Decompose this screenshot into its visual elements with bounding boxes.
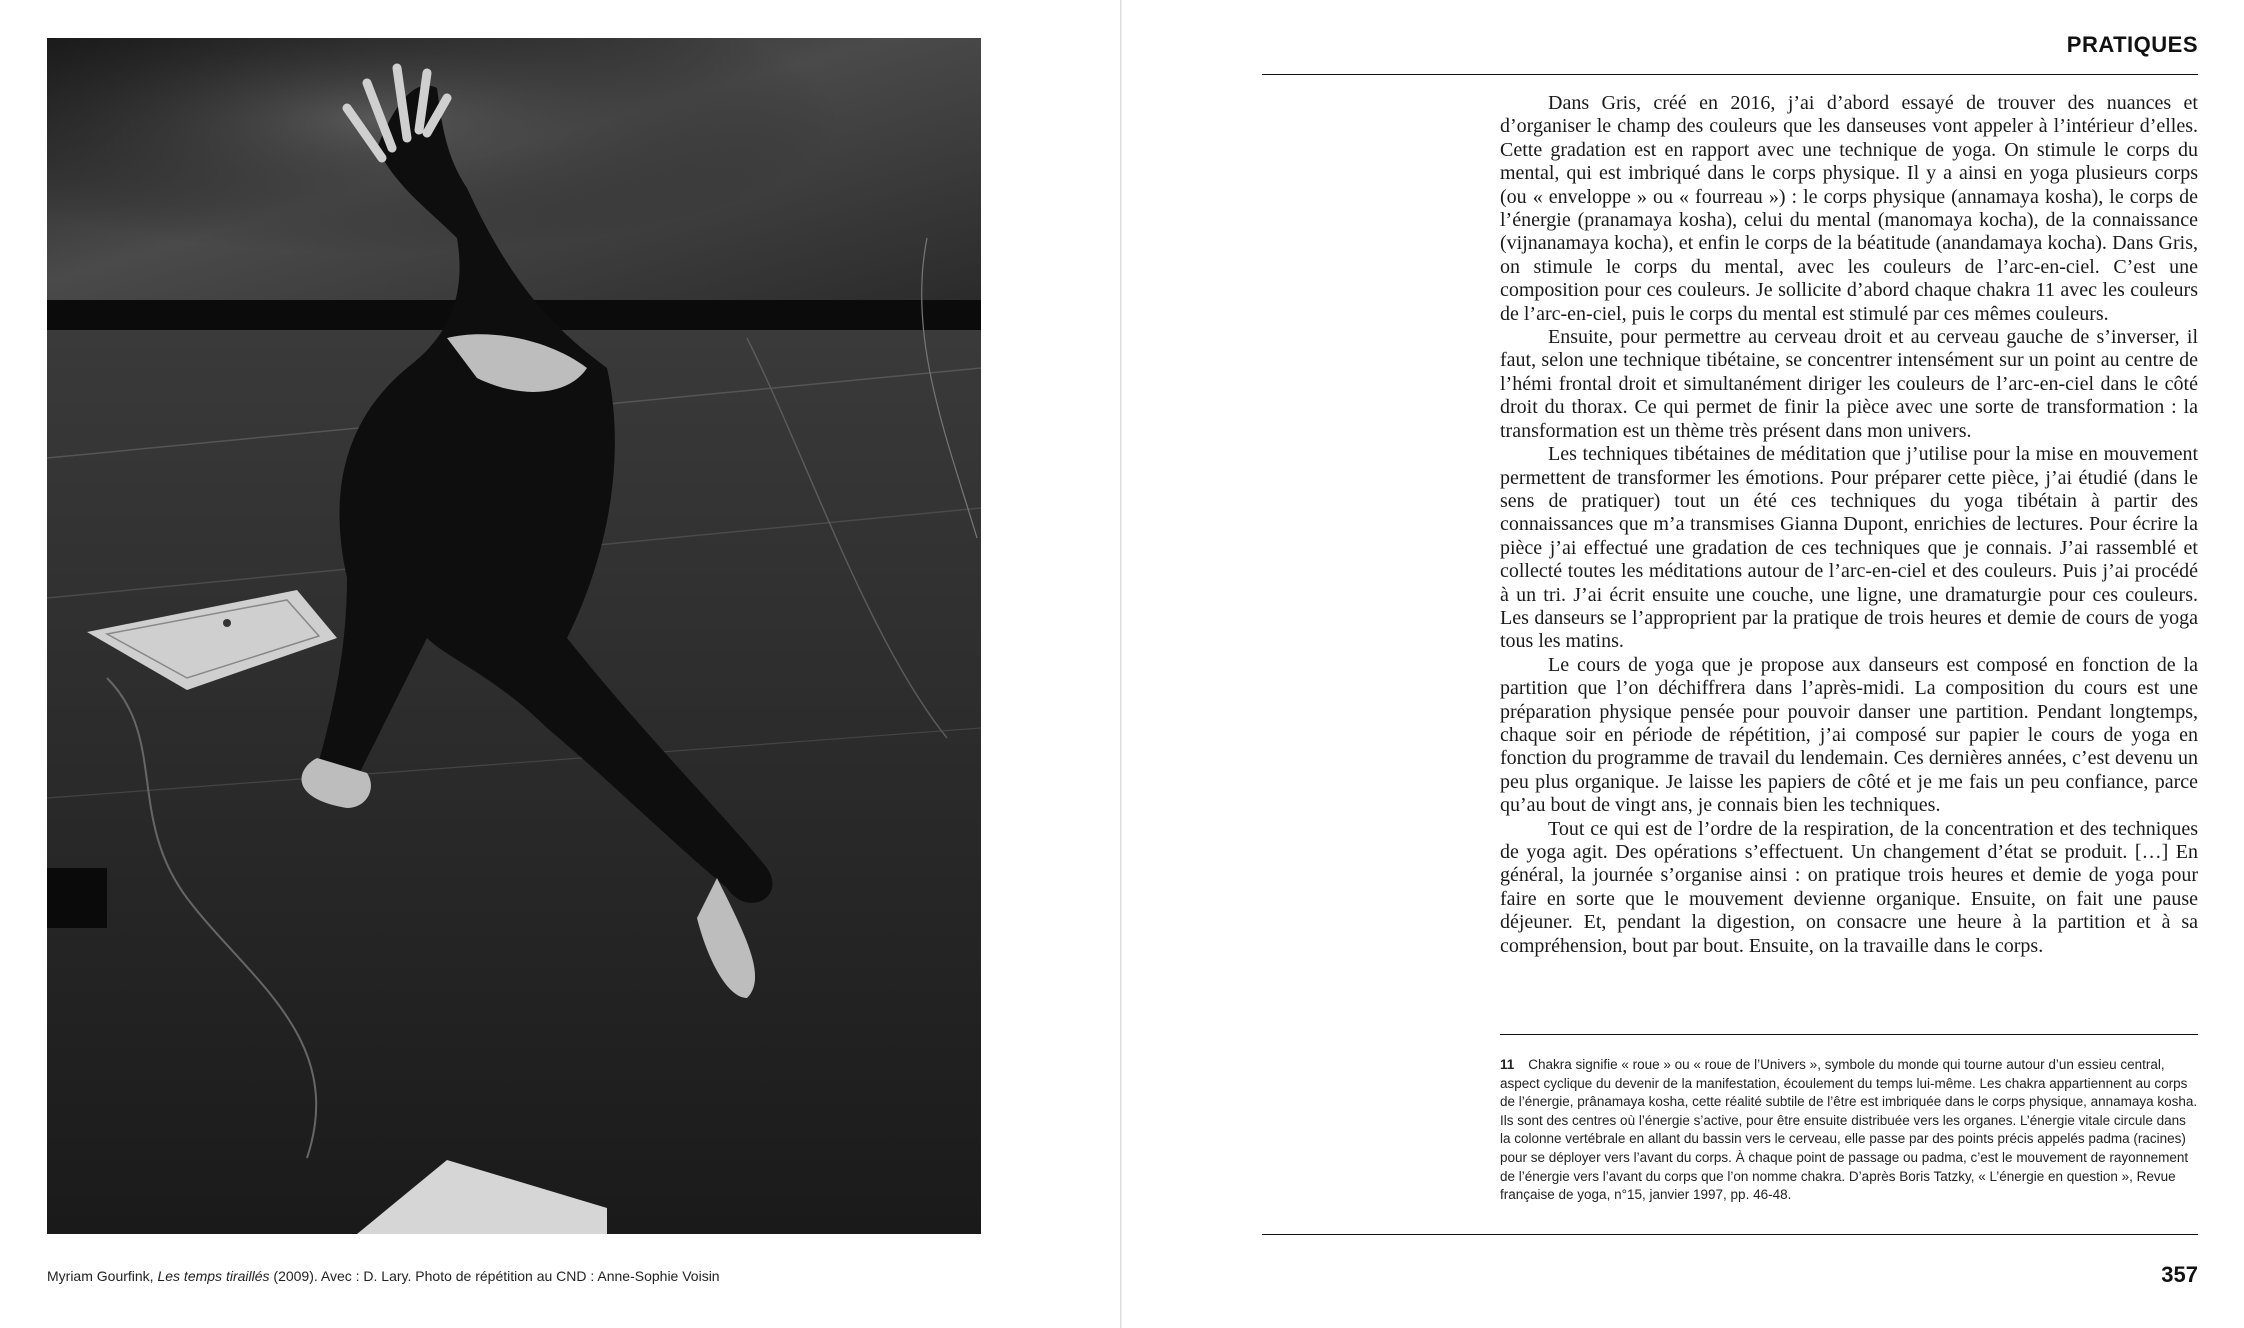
paragraph: Ensuite, pour permettre au cerveau droit et au cerveau gauche de s’inverser, il faut, selon une technique tibétaine, se concentrer intensément sur un point au centre de l’hémi frontal droit et simultanément diriger les couleurs de l’arc-en-ciel dans le côté droit du thorax. Ce qui permet de finir la pièce avec une sorte de transformation : la transformation est un thème très présent dans mon univers. [1500, 326, 2198, 442]
dancer-photo-illustration [47, 38, 981, 1234]
page-number: 357 [2161, 1262, 2198, 1287]
photo-caption [47, 1268, 1047, 1284]
body-text [1500, 92, 2198, 958]
footnote-text: Chakra signifie « roue » ou « roue de l’Univers », symbole du monde qui tourne autour d’un essieu central, aspect cyclique du devenir de la manifestation, écoulement du temps lui-même. Les chakra appartiennent au corps de l’énergie, prânamaya kosha, cette réalité subtile de l’être est imbriquée dans le corps physique, annamaya kosha. Ils sont des centres où l’énergie s’active, pour être ensuite distribuée vers les organes. L’énergie vitale circule dans la colonne vertébrale en allant du bassin vers le cerveau, elle passe par des points précis appelés padma (racines) pour se déployer vers l’avant du corps. À chaque point de passage ou padma, c’est le mouvement de rayonnement de l’énergie vers l’avant du corps que l’on nomme chakra. D’après Boris Tatzky, « L’énergie en question », Revue française de yoga, n°15, janvier 1997, pp. 46-48. [1500, 1057, 2198, 1203]
paragraph: Dans Gris, créé en 2016, j’ai d’abord essayé de trouver des nuances et d’organiser le champ des couleurs que les danseuses vont appeler à l’intérieur d’elles. Cette gradation est en rapport avec une technique de yoga. On stimule le corps du mental, qui est imbriqué dans le corps physique. Il y a ainsi en yoga plusieurs corps (ou « enveloppe » ou « fourreau ») : le corps physique (annamaya kosha), le corps de l’énergie (pranamaya kosha), celui du mental (manomaya kocha), de la connaissance (vijnanamaya kocha), et enfin le corps de la béatitude (anandamaya kocha). Dans Gris, on stimule le corps du mental, avec les couleurs de l’arc-en-ciel. C’est une composition pour ces couleurs. Je sollicite d’abord chaque chakra 11 avec les couleurs de l’arc-en-ciel, puis le corps du mental est stimulé par ces mêmes couleurs. [1500, 92, 2198, 325]
caption-suffix: (2009). Avec : D. Lary. Photo de répétition au CND : Anne-Sophie Voisin [269, 1268, 720, 1284]
header-rule [1262, 74, 2198, 75]
caption-prefix: Myriam Gourfink, [47, 1268, 158, 1284]
footer-rule [1262, 1234, 2198, 1235]
section-title: PRATIQUES [2066, 32, 2198, 57]
caption-work-title: Les temps tiraillés [157, 1268, 270, 1284]
dancer-photo [47, 38, 981, 1234]
footnote-rule [1500, 1034, 2198, 1035]
footnote-number: 11 [1500, 1057, 1515, 1072]
paragraph: Les techniques tibétaines de méditation que j’utilise pour la mise en mouvement permettent de transformer les émotions. Pour préparer cette pièce, j’ai étudié (dans le sens de pratiquer) tout un été ces techniques du yoga tibétain à partir des connaissances que m’a transmises Gianna Dupont, enrichies de lectures. Pour écrire la pièce j’ai effectué une gradation de ces techniques que je connais. J’ai rassemblé et collecté toutes les méditations autour de l’arc-en-ciel et des couleurs. Puis j’ai procédé à un tri. J’ai écrit ensuite une couche, une ligne, une dramaturgie pour ces couleurs. Les danseurs se l’approprient par la pratique de trois heures et demie de cours de yoga tous les matins. [1500, 443, 2198, 653]
paragraph: Le cours de yoga que je propose aux danseurs est composé en fonction de la partition que l’on déchiffrera dans l’après-midi. La composition du cours est une préparation physique pensée pour pouvoir danser une partition. Pendant longtemps, chaque soir en période de répétition, j’ai composé sur papier le cours de yoga en fonction du programme de travail du lendemain. Ces dernières années, c’est devenu un peu plus organique. Je laisse les papiers de côté et je me fais un peu confiance, parce qu’au bout de vingt ans, je connais bien les techniques. [1500, 653, 2198, 817]
page-gutter [1120, 0, 1122, 1328]
paragraph: Tout ce qui est de l’ordre de la respiration, de la concentration et des techniques de yoga agit. Des opérations s’effectuent. Un changement d’état se produit. […] En général, la journée s’organise ainsi : on pratique trois heures et demie de yoga pour faire en sorte que le mouvement devienne organique. Ensuite, on fait une pause déjeuner. Et, pendant la digestion, on consacre une heure à la partition et à sa compréhension, bout par bout. Ensuite, on la travaille dans le corps. [1500, 817, 2198, 957]
footnote [1500, 1056, 2198, 1205]
